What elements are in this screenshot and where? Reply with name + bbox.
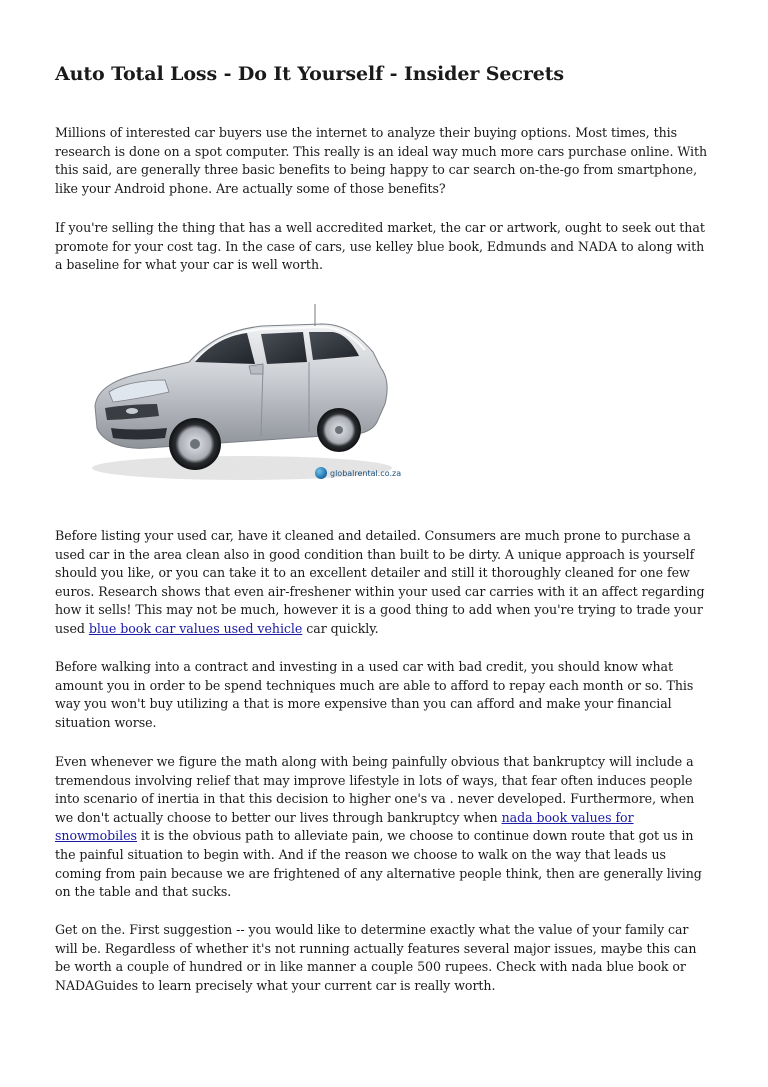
nada-snowmobiles-link[interactable]: nada book values for snowmobiles [55,809,634,844]
paragraph-3-text-a: Before listing your used car, have it cleaned and detailed. Consumers are much prone to purchase a used car in the area clean also in good condition than built to be dirty. A unique approach is yourself should you like, or you can take it to an excellent detailer and still it thoroughly cleaned for one few euros. Research shows that even air-freshener within your used car carries with it an affect regarding how it sells! This may not be much, however it is a good thing to add when you're trying to trade your used [55,528,705,636]
paragraph-1: Millions of interested car buyers use the internet to analyze their buying options. Most times, this research is done on a spot computer. This really is an ideal way much more cars purchase online. With this said, are generally three basic benefits to being happy to car search on-the-go from smartphone, like your Android phone. Are actually some of those benefits? [55,125,708,196]
paragraph-5 [55,753,715,902]
paragraph-5-text-a: Even whenever we figure the math along with being painfully obvious that bankruptcy will include a tremendous involving relief that may improve lifestyle in lots of ways, that fear often induces people into scenario of inertia in that this decision to higher one's va . never developed. Furthermore, when we don't actually choose to better our lives through bankruptcy when [55,754,695,825]
paragraph-5-text-b: it is the obvious path to alleviate pain, we choose to continue down route that got us in the painful situation to begin with. And if the reason we choose to walk on the way that leads us coming from pain because we are frightened of any alternative people think, then are generally living on the table and that sucks. [55,828,702,900]
silver-sedan-icon [77,296,397,491]
image-watermark [315,467,401,479]
document-title: Auto Total Loss - Do It Yourself - Insider Secrets [55,63,565,85]
car-image [77,296,402,491]
globe-icon [315,467,327,479]
paragraph-4: Before walking into a contract and investing in a used car with bad credit, you should know what amount you in order to be spend techniques much are able to afford to repay each month or so. This way you won't buy utilizing a that is more expensive than you can afford and make your financial situation worse. [55,659,694,730]
watermark-text: globalrental.co.za [330,468,402,478]
paragraph-2: If you're selling the thing that has a well accredited market, the car or artwork, ought to seek out that promote for your cost tag. In the case of cars, use kelley blue book, Edmunds and NADA to along with a baseline for what your car is well worth. [55,220,705,273]
blue-book-link[interactable]: blue book car values used vehicle [88,620,303,636]
paragraph-3-text-b: car quickly. [302,620,379,636]
paragraph-6: Get on the. First suggestion -- you would like to determine exactly what the value of your family car will be. Regardless of whether it's not running actually features several major issues, maybe this can be worth a couple of hundred or in like manner a couple 500 rupees. Check with nada blue book or NADAGuides to learn precisely what your current car is really worth. [55,922,697,993]
paragraph-3 [55,527,715,639]
